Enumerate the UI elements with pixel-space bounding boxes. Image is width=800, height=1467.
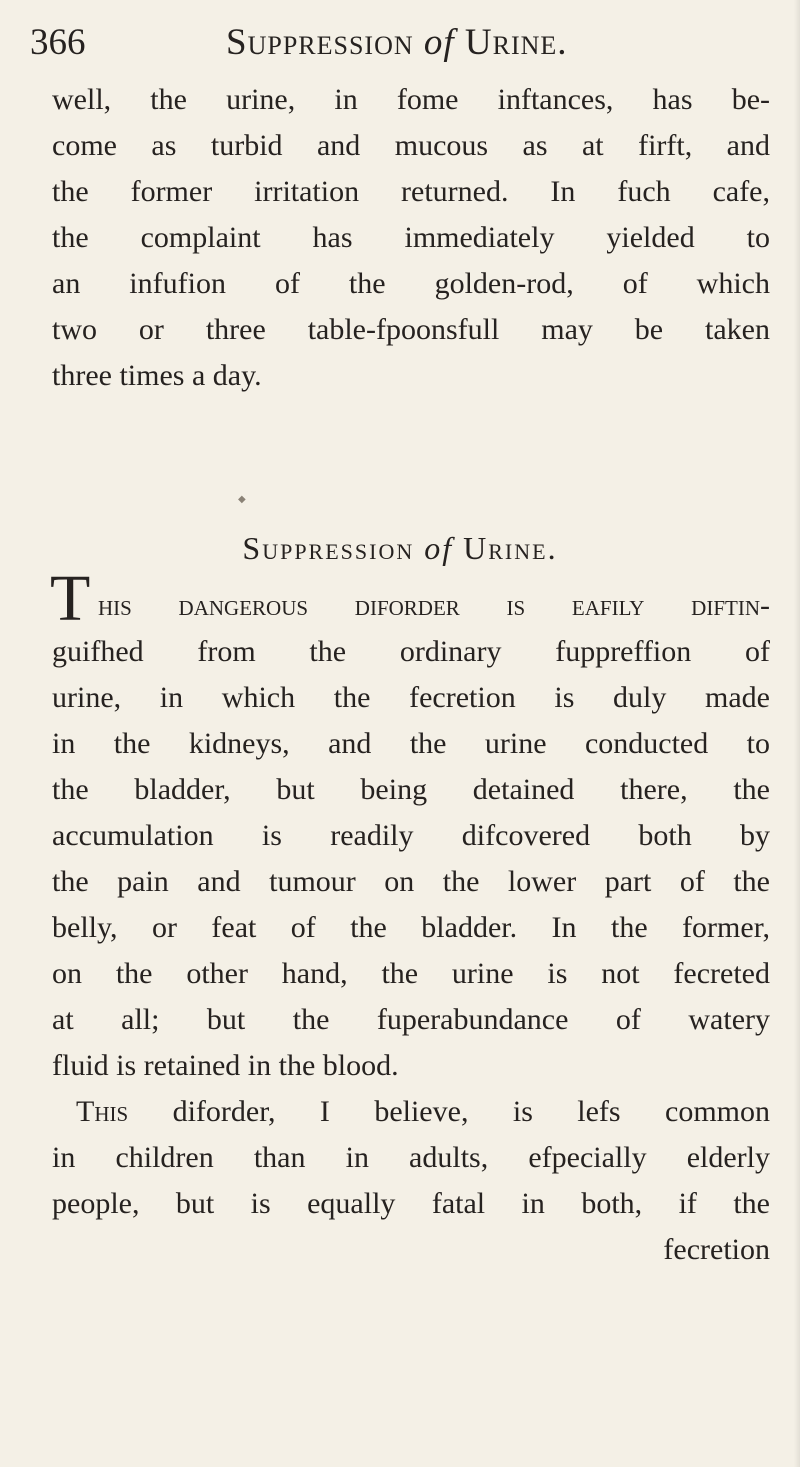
- text-line: in the kidneys, and the urine conducted to: [52, 727, 770, 760]
- text-line: guifhed from the ordinary fuppreffion of: [52, 635, 770, 668]
- text-line: the pain and tumour on the lower part of the: [52, 865, 770, 898]
- section-heading-of: of: [424, 530, 454, 566]
- text-line-first: his dangerous diforder is eafily diftin-: [98, 589, 770, 622]
- section-heading-word1: Suppression: [242, 530, 415, 566]
- text-line: in children than in adults, efpecially elderly: [52, 1141, 770, 1174]
- text-line: come as turbid and mucous as at firft, and: [52, 129, 770, 162]
- text-line: an infufion of the golden-rod, of which: [52, 267, 770, 300]
- text-line: fluid is retained in the blood.: [52, 1049, 399, 1082]
- text-line: urine, in which the fecretion is duly made: [52, 681, 770, 714]
- text-line: belly, or feat of the bladder. In the former,: [52, 911, 770, 944]
- text-line: the former irritation returned. In fuch cafe,: [52, 175, 770, 208]
- running-title-word1: Suppression: [226, 22, 414, 63]
- lead-line-rest: diforder, I believe, is lefs common: [128, 1095, 770, 1128]
- decorative-speck: ◆: [238, 494, 246, 505]
- section-heading-word2: Urine.: [463, 530, 558, 566]
- text-line: well, the urine, in fome inftances, has be-: [52, 83, 770, 116]
- catchword: fecretion: [663, 1233, 770, 1266]
- text-line: accumulation is readily difcovered both by: [52, 819, 770, 852]
- page-number: 366: [30, 22, 86, 63]
- lead-word: This: [76, 1095, 129, 1128]
- text-line: people, but is equally fatal in both, if the: [52, 1187, 770, 1220]
- text-line: two or three table-fpoonsfull may be taken: [52, 313, 770, 346]
- running-title-of: of: [423, 22, 455, 63]
- section-heading: [0, 524, 800, 572]
- text-line: the bladder, but being detained there, the: [52, 773, 770, 806]
- drop-cap: T: [50, 562, 91, 635]
- text-line-first: [76, 1089, 770, 1135]
- text-line: the complaint has immediately yielded to: [52, 221, 770, 254]
- running-title-word2: Urine.: [464, 22, 568, 63]
- text-line: at all; but the fuperabundance of watery: [52, 1003, 770, 1036]
- text-line: on the other hand, the urine is not fecreted: [52, 957, 770, 990]
- text-line: three times a day.: [52, 359, 262, 392]
